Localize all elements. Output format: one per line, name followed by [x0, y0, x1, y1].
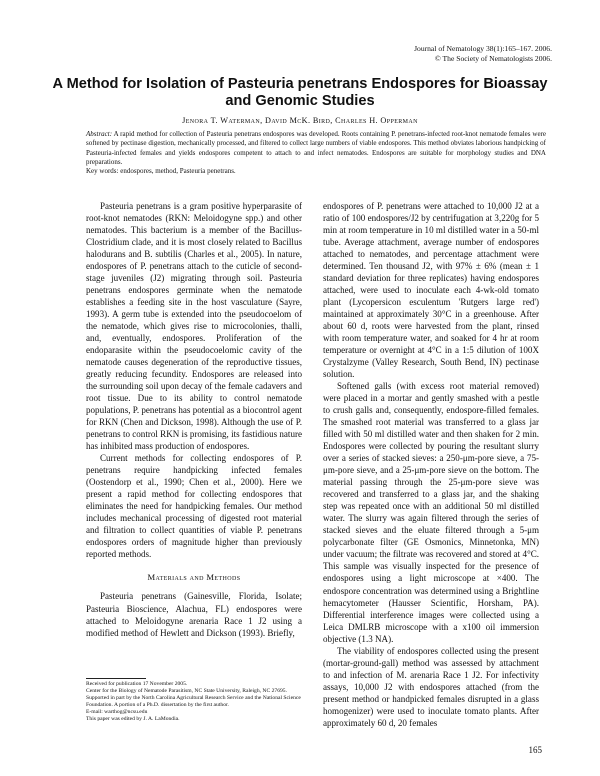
- footnote: E-mail: warthog@ncsu.edu: [86, 709, 148, 716]
- abstract-label: Abstract:: [86, 130, 113, 138]
- body-paragraph: The viability of endospores collected using the present (mortar-ground-gall) method was assessed by attachment to and infection of M. arenaria Race 1 J2. For infectivity assays, 10,000 J2 with endospores attached (from the present method or handpicked females disrupted in a glass homogenizer) were used to inoculate tomato plants. After approximately 60 d, 20 females: [323, 645, 539, 728]
- article-authors: Jenora T. Waterman, David McK. Bird, Charles H. Opperman: [182, 116, 418, 125]
- journal-citation: Journal of Nematology 38(1):165–167. 2006.: [414, 44, 552, 53]
- journal-header: [414, 44, 552, 64]
- abstract-text: A rapid method for collection of Pasteuria penetrans endospores was developed. Roots containing P. penetrans-infected root-knot nematode females were softened by pectinase digestion, mechanically processed, and filtered to collect large numbers of viable endospores. This method obviates laborious handpicking of Pasteuria-infected females and yields endospores competent to attach to and infect nematodes. Endospores are suitable for morphology studies and DNA preparations.: [86, 130, 546, 167]
- body-paragraph: endospores of P. penetrans were attached to 10,000 J2 at a ratio of 100 endospores/J2 by centrifugation at 3,220g for 5 min at room temperature in 10 ml distilled water in a 50-ml tube. Average attachment, average number of endospores attached to nematodes, and percentage attachment were determined. Ten thousand J2, with 97% ± 6% (mean ± 1 standard deviation for three replicates) having endospores attached, were used to inoculate each 4-wk-old tomato plant (Lycopersicon esculentum 'Rutgers large red') maintained at approximately 30°C in a greenhouse. After about 60 d, roots were harvested from the plant, rinsed with room temperature water, and soaked for 4 hr at room temperature or overnight at 4°C in a 1:5 dilution of 100X Crystalzyme (Valley Research, South Bend, IN) pectinase solution.: [323, 201, 539, 380]
- journal-copyright: © The Society of Nematologists 2006.: [435, 54, 552, 63]
- section-heading: Materials and Methods: [147, 572, 241, 583]
- body-paragraph: Pasteuria penetrans (Gainesville, Florida, Isolate; Pasteuria Bioscience, Alachua, FL) endospores were attached to Meloidogyne arenaria Race 1 J2 using a modified method of Hewlett and Dickson (1993). Briefly,: [86, 591, 302, 638]
- body-paragraph: Current methods for collecting endospores of P. penetrans require handpicking infected females (Oostendorp et al., 1990; Chen et al., 2000). Here we present a rapid method for collecting endospores that eliminates the need for handpicking females. Our method includes mechanical processing of digested root material and filtration to collect quantities of viable P. penetrans endospores orders of magnitude higher than previously reported methods.: [86, 453, 302, 560]
- footnote-divider: [86, 678, 146, 679]
- body-paragraph: Pasteuria penetrans is a gram positive hyperparasite of root-knot nematodes (RKN: Meloidogyne spp.) and other nematodes. This bacterium is a member of the Bacillus-Clostridium clade, and it is most closely related to Bacillus halodurans and B. subtilis (Charles et al., 2005). In nature, endospores of P. penetrans attach to the cuticle of second-stage juveniles (J2) migrating through soil. Pasteuria penetrans endospores germinate when the nematode establishes a feeding site in the host vasculature (Sayre, 1993). A germ tube is extended into the pseudocoelom of the nematode, which gives rise to microcolonies, thalli, and, eventually, endospores. Proliferation of the endoparasite within the pseudocoelomic cavity of the nematode causes degeneration of the reproductive tissues, greatly reducing fecundity. Endospores are released into the surrounding soil upon decay of the female cadavers and root tissue. Due to its ability to control nematode populations, P. penetrans has potential as a biocontrol agent for RKN (Chen and Dickson, 1998). Although the use of P. penetrans to control RKN is promising, its fastidious nature has inhibited mass production of endospores.: [86, 201, 302, 452]
- page-number: 165: [528, 745, 542, 755]
- article-title: A Method for Isolation of Pasteuria penetrans Endospores for Bioassay and Genomic Studies: [52, 76, 548, 109]
- footnotes: [86, 681, 304, 723]
- footnote: Received for publication 17 November 2005.: [86, 681, 188, 687]
- footnote: Center for the Biology of Nematode Parasitism, NC State University, Raleigh, NC 27695.: [86, 688, 287, 695]
- body-paragraph: Softened galls (with excess root material removed) were placed in a mortar and gently smashed with a pestle to crush galls and, consequently, endospore-filled females. The smashed root material was transferred to a glass jar filled with 50 ml distilled water and then shaken for 2 min. Endospores were collected by pouring the resultant slurry over a series of stacked sieves: a 250-μm-pore sieve, a 75-μm-pore sieve, and a 25-μm-pore sieve on the bottom. The material passing through the 25-μm-pore sieve was recovered and transferred to a glass jar, and the shaking step was repeated once with an additional 50 ml distilled water. The slurry was again filtered through the series of stacked sieves and the eluate filtered through a 5-μm polycarbonate filter (GE Osmonics, Minnetonka, MN) under vacuum; the filtrate was recovered and stored at 4°C. This sample was visually inspected for the presence of endospores using a light microscope at ×400. The endospore concentration was determined using a Brightline hemacytometer (Hausser Scientific, Horsham, PA). Differential interference images were collected using a Leica DMLRB microscope with a x100 oil immersion objective (1.3 NA).: [323, 381, 539, 644]
- left-column: [86, 200, 302, 639]
- abstract: [86, 130, 546, 177]
- footnote: Supported in part by the North Carolina Agricultural Research Service and the National Science Foundation. A portion of a Ph.D. dissertation by the first author.: [86, 695, 301, 709]
- abstract-keywords: Key words: endospores, method, Pasteuria penetrans.: [86, 167, 236, 176]
- footnote: This paper was edited by J. A. LaMondia.: [86, 716, 180, 723]
- right-column: [323, 200, 539, 729]
